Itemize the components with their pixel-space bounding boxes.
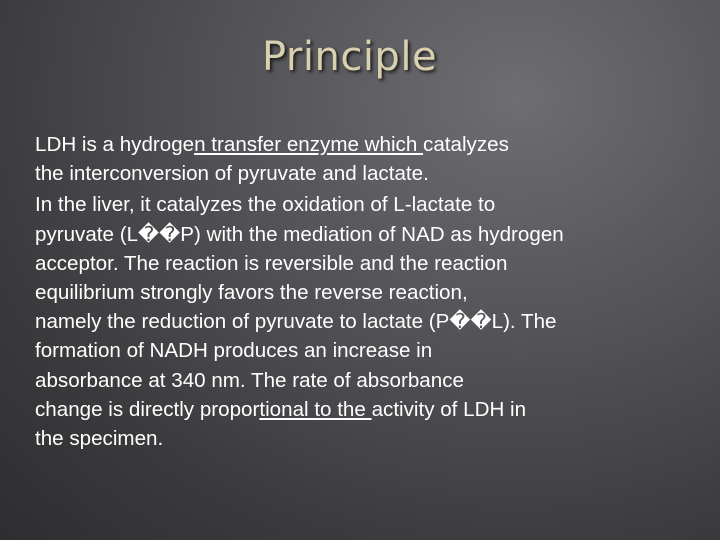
text-line: namely the reduction of pyruvate to lactate (P��L). The [35, 310, 557, 334]
body-text [35, 130, 695, 453]
text-line: the interconversion of pyruvate and lactate. [35, 162, 429, 186]
text-segment: change is directly propor [35, 397, 260, 421]
text-line: absorbance at 340 nm. The rate of absorbance [35, 368, 464, 392]
underlined-text: n transfer enzyme which [194, 133, 424, 156]
text-segment: LDH is a hydroge [35, 133, 195, 156]
text-line: equilibrium strongly favors the reverse reaction, [35, 281, 468, 305]
text-segment: activity of LDH in [371, 397, 527, 421]
text-line: pyruvate (L��P) with the mediation of NAD as hydrogen [35, 222, 564, 246]
text-line: the specimen. [35, 427, 164, 451]
paragraph-definition [35, 130, 695, 188]
text-line [35, 130, 695, 159]
text-line: In the liver, it catalyzes the oxidation of L-lactate to [35, 193, 496, 217]
underlined-text: tional to the [259, 397, 372, 421]
text-line: formation of NADH produces an increase in [35, 339, 433, 363]
text-segment: catalyzes [423, 133, 509, 156]
paragraph-mechanism [35, 190, 695, 453]
text-line [35, 395, 695, 424]
slide-title: Principle [262, 34, 438, 80]
text-line: acceptor. The reaction is reversible and the reaction [35, 251, 508, 275]
